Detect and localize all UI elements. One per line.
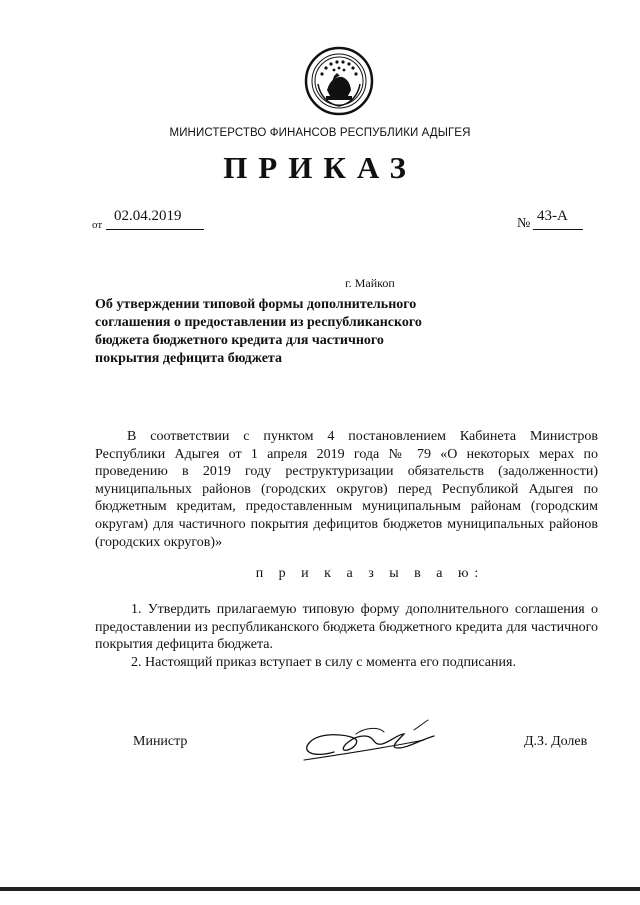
document-number: 43-А [533, 208, 583, 230]
bottom-scan-edge [0, 887, 640, 891]
adygea-coat-of-arms-icon [304, 46, 374, 116]
document-type-title: ПРИКАЗ [223, 150, 417, 185]
ministry-name: МИНИСТЕРСТВО ФИНАНСОВ РЕСПУБЛИКИ АДЫГЕЯ [169, 127, 471, 139]
city: г. Майкоп [345, 276, 395, 290]
document-date: 02.04.2019 [106, 208, 204, 230]
orders-word: п р и к а з ы в а ю: [255, 566, 485, 581]
preamble-paragraph: В соответствии с пунктом 4 постановлением Кабинета Министров Республики Адыгея от 1 апреля 2019 года № 79 «О некоторых мерах по проведению в 2019 году реструктуризации обязательств (задолженности) муниципальных районов (городских округов) перед Республикой Адыгея по бюджетным кредитам, предоставленным муниципальным районам (городским округам) для частичного покрытия дефицитов бюджетов муниципальных районов (городских округов)» [95, 429, 598, 550]
order-point-2: 2. Настоящий приказ вступает в силу с момента его подписания. [131, 654, 516, 670]
signatory-name: Д.З. Долев [524, 734, 588, 749]
order-point-1: 1. Утвердить прилагаемую типовую форму дополнительного соглашения о предоставлении из республиканского бюджета бюджетного кредита для частичного покрытия дефицита бюджета. [95, 602, 598, 653]
signatory-position: Министр [133, 734, 188, 749]
handwritten-signature [294, 712, 444, 772]
preamble [95, 428, 598, 551]
document-subject: Об утверждении типовой формы дополнительного соглашения о предоставлении из республиканского бюджета бюджетного кредита для частичного покрытия дефицита бюджета [95, 297, 422, 366]
date-label: от [92, 219, 103, 231]
number-label: № [517, 216, 531, 231]
order-points [95, 601, 598, 671]
